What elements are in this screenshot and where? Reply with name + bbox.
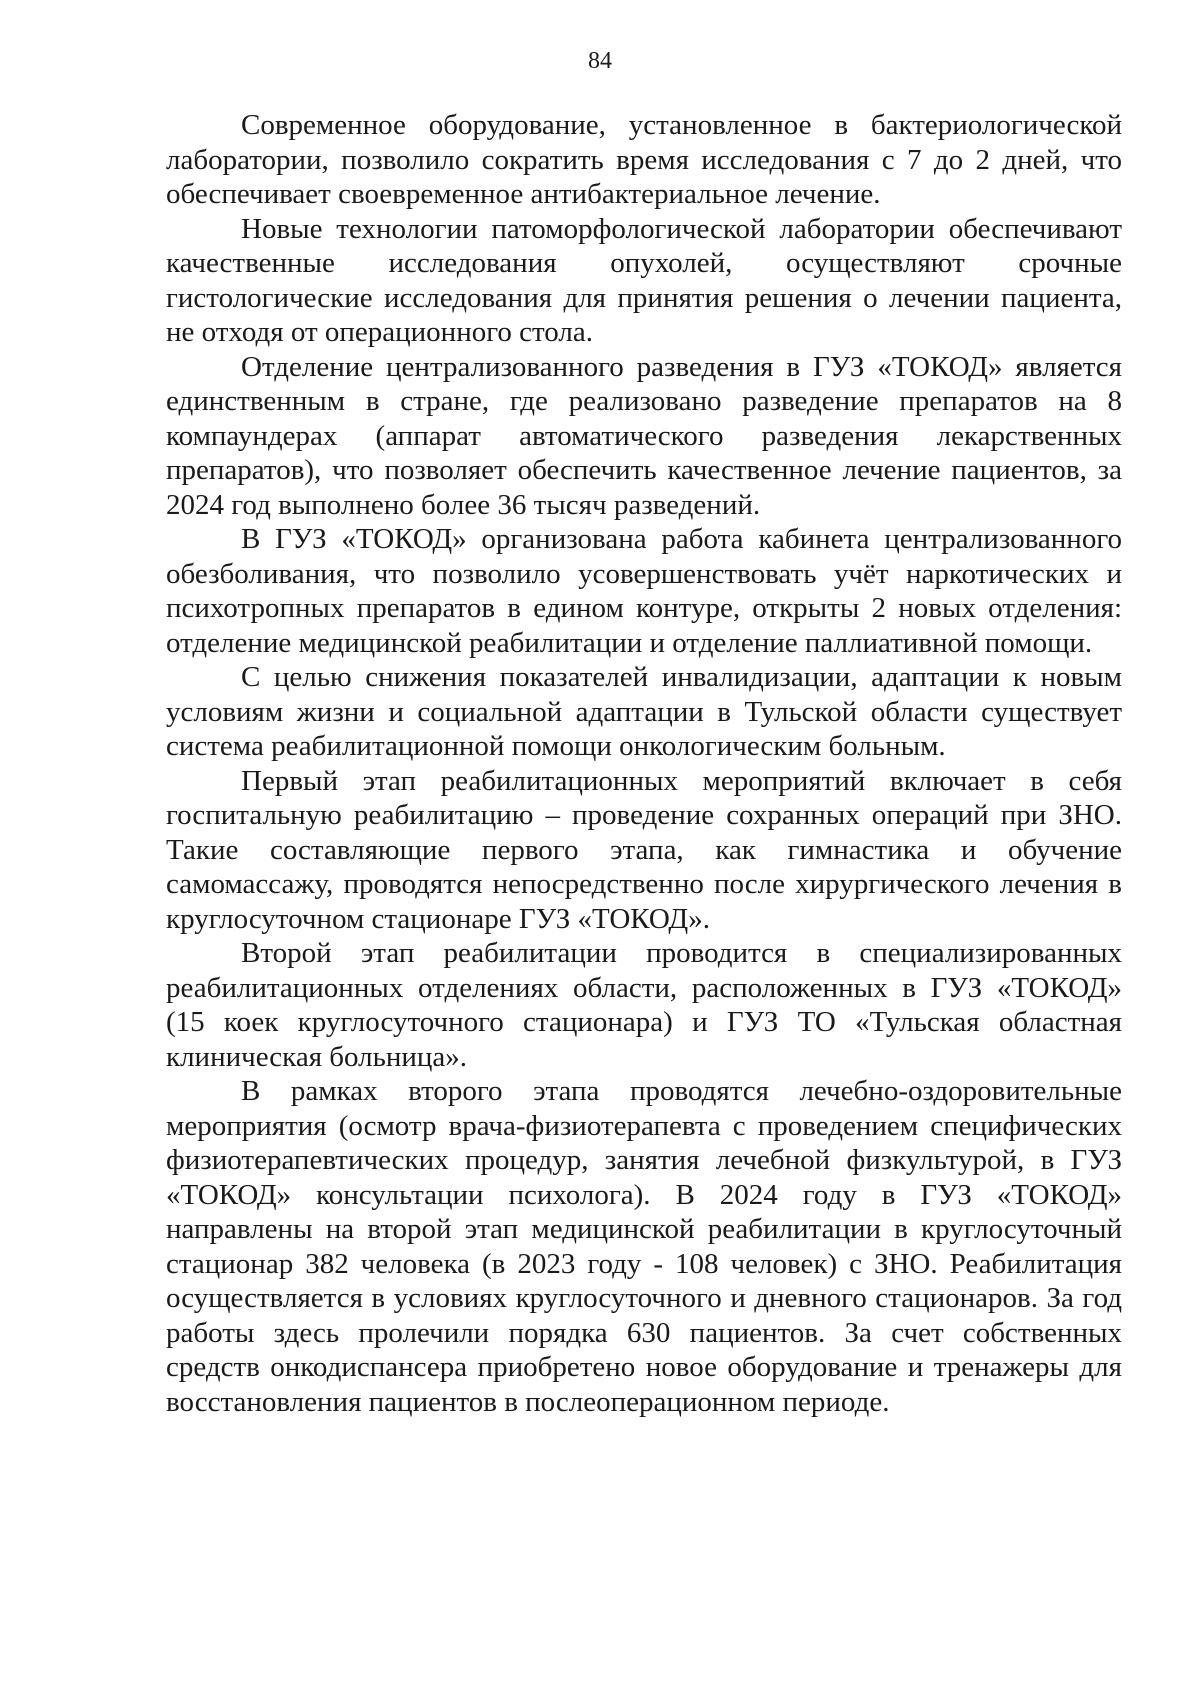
paragraph-rehabilitation-system: С целью снижения показателей инвалидизации, адаптации к новым условиям жизни и социальной адаптации в Тульской области существует система реабилитационной помощи онкологическим больным. (166, 661, 1122, 762)
document-body (166, 108, 1122, 1419)
paragraph-first-stage: Первый этап реабилитационных мероприятий включает в себя госпитальную реабилитацию – проведение сохранных операций при ЗНО. Такие составляющие первого этапа, как гимнастика и обучение самомассажу, проводятся непосредственно после хирургического лечения в круглосуточном стационаре ГУЗ «ТОКОД». (166, 764, 1122, 935)
paragraph-centralized-dilution: Отделение централизованного разведения в ГУЗ «ТОКОД» является единственным в стране, где реализовано разведение препаратов на 8 компаундерах (аппарат автоматического разведения лекарственных препаратов), что позволяет обеспечить качественное лечение пациентов, за 2024 год выполнено более 36 тысяч разведений. (166, 350, 1122, 521)
paragraph-pathomorphology-lab: Новые технологии патоморфологической лаборатории обеспечивают качественные исследования опухолей, осуществляют срочные гистологические исследования для принятия решения о лечении пациента, не отходя от операционного стола. (166, 212, 1122, 348)
paragraph-bacteriology-lab: Современное оборудование, установленное в бактериологической лаборатории, позволило сократить время исследования с 7 до 2 дней, что обеспечивает своевременное антибактериальное лечение. (166, 109, 1122, 210)
paragraph-second-stage-details: В рамках второго этапа проводятся лечебно-оздоровительные мероприятия (осмотр врача-физиотерапевта с проведением специфических физиотерапевтических процедур, занятия лечебной физкультурой, в ГУЗ «ТОКОД» консультации психолога). В 2024 году в ГУЗ «ТОКОД» направлены на второй этап медицинской реабилитации в круглосуточный стационар 382 человека (в 2023 году - 108 человек) с ЗНО. Реабилитация осуществляется в условиях круглосуточного и дневного стационаров. За год работы здесь пролечили порядка 630 пациентов. За счет собственных средств онкодиспансера приобретено новое оборудование и тренажеры для восстановления пациентов в послеоперационном периоде. (166, 1075, 1122, 1418)
page-number: 84 (588, 48, 612, 74)
paragraph-second-stage: Второй этап реабилитации проводится в специализированных реабилитационных отделениях области, расположенных в ГУЗ «ТОКОД» (15 коек круглосуточного стационара) и ГУЗ ТО «Тульская областная клиническая больница». (166, 937, 1122, 1073)
paragraph-pain-management: В ГУЗ «ТОКОД» организована работа кабинета централизованного обезболивания, что позволило усовершенствовать учёт наркотических и психотропных препаратов в едином контуре, открыты 2 новых отделения: отделение медицинской реабилитации и отделение паллиативной помощи. (166, 523, 1122, 659)
